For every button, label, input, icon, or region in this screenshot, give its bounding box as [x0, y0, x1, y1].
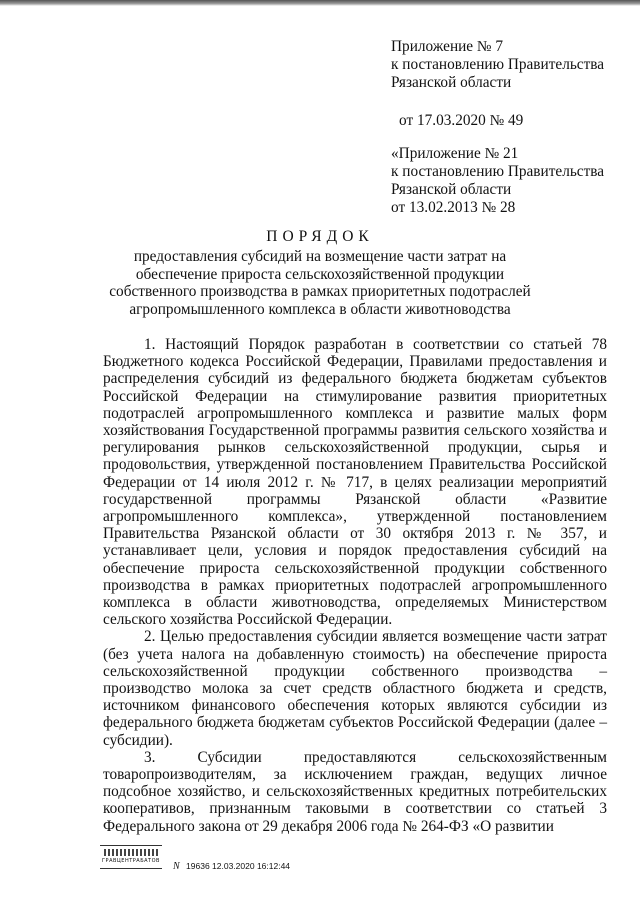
document-subtitle	[100, 248, 540, 318]
scan-edge	[0, 0, 640, 6]
subtitle-line: предоставления субсидий на возмещение части затрат на	[133, 248, 507, 265]
appendix-21-resolution: к постановлению Правительства	[391, 163, 605, 180]
subtitle-line: агропромышленного комплекса в области животноводства	[129, 300, 511, 318]
document-body	[103, 336, 607, 835]
subtitle-line: собственного производства в рамках приоритетных подотраслей	[109, 283, 531, 300]
appendix-21-date: от 13.02.2013 № 28	[391, 199, 516, 216]
registration-footer	[100, 845, 420, 875]
registration-text: 19636 12.03.2020 16:12:44	[186, 861, 291, 871]
document-title: ПОРЯДОК	[266, 228, 374, 245]
subtitle-line: обеспечение прироста сельскохозяйственной продукции	[135, 265, 505, 283]
registration-mark: N	[173, 861, 180, 872]
stamp-barcode	[104, 849, 158, 856]
paragraph-3: 3. Субсидии предоставляются сельскохозяйственным товаропроизводителям, за исключением граждан, ведущих личное подсобное хозяйство, и сельскохозяйственных кредитных потребительских кооперативов, признанным таковыми в соответствии со статьей 3 Федерального закона от 29 декабря 2006 года № 264-ФЗ «О развитии	[103, 748, 607, 835]
paragraph-1: 1. Настоящий Порядок разработан в соответствии со статьей 78 Бюджетного кодекса Российской Федерации, Правилами предоставления и распределения субсидий из федерального бюджета бюджетам субъектов Российской Федерации на стимулирование развития приоритетных подотраслей агропромышленного комплекса и развитие малых форм хозяйствования Государственной программы развития сельского хозяйства и регулирования рынков сельскохозяйственной продукции, сырья и продовольствия, утвержденной постановлением Правительства Российской Федерации от 14 июля 2012 г. № 717, в целях реализации мероприятий государственной программы Рязанской области «Развитие агропромышленного комплекса», утвержденной постановлением Правительства Рязанской области от 30 октября 2013 г. № 357, и устанавливает цели, условия и порядок предоставления субсидий на обеспечение прироста сельскохозяйственной продукции собственного производства в рамках приоритетных подотраслей агропромышленного комплекса в области животноводства, определяемых Министерством сельского хозяйства Российской Федерации.	[103, 336, 607, 629]
appendix-21-region: Рязанской области	[391, 181, 512, 198]
paragraph-2: 2. Целью предоставления субсидии является возмещение части затрат (без учета налога на добавленную стоимость) на обеспечение прироста сельскохозяйственной продукции собственного производства – производство молока за счет средств областного бюджета и средств, источником финансового обеспечения которых являются субсидии из федерального бюджета бюджетам субъектов Российской Федерации (далее – субсидии).	[103, 628, 607, 749]
printer-stamp	[100, 845, 162, 869]
registration-number	[173, 861, 290, 872]
appendix-7-region: Рязанской области	[391, 74, 512, 91]
appendix-7-number: Приложение № 7	[391, 38, 503, 55]
appendix-21-header	[391, 145, 604, 217]
stamp-text: ГРАВЦЕНТРАБАТОВ	[102, 858, 160, 864]
appendix-7-date: от 17.03.2020 № 49	[399, 112, 524, 129]
appendix-7-resolution: к постановлению Правительства	[391, 56, 605, 73]
appendix-7-header	[391, 38, 604, 130]
appendix-21-number: «Приложение № 21	[391, 145, 519, 162]
